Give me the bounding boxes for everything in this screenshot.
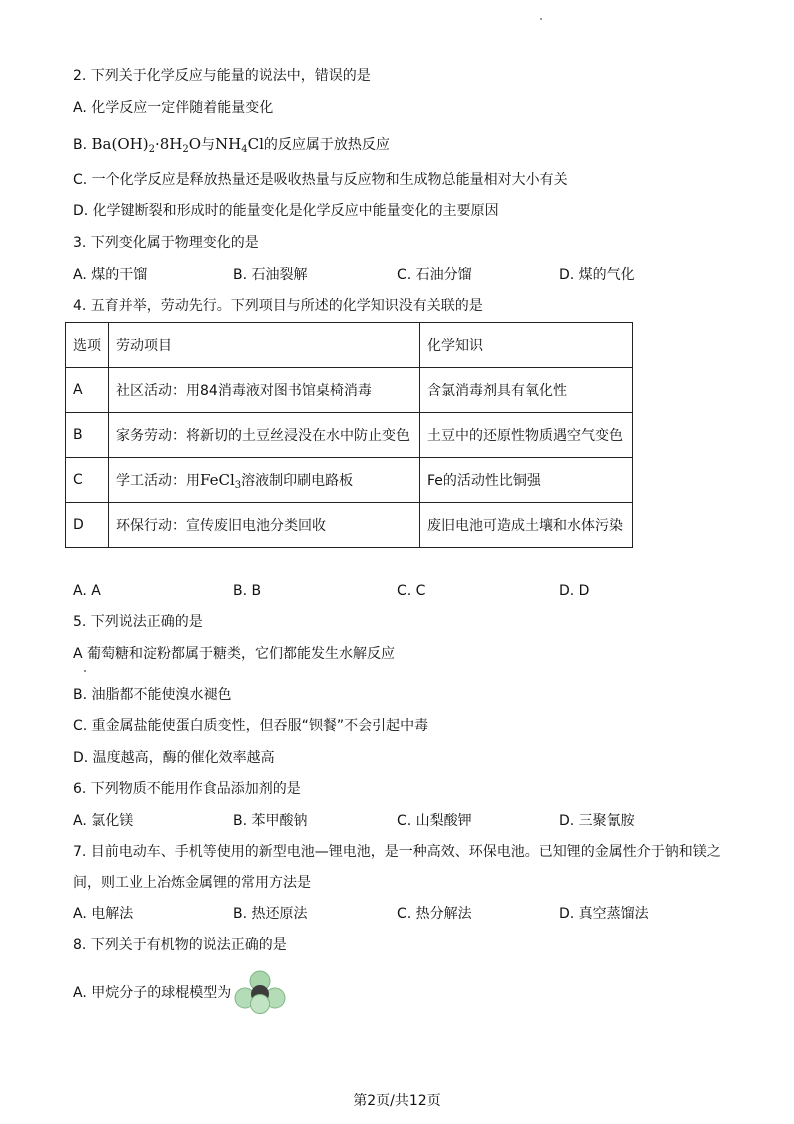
- q2-option-b: [73, 134, 390, 160]
- q4-stem: 4. 五育并举，劳动先行。下列项目与所述的化学知识没有关联的是: [73, 298, 483, 314]
- q2-option-d: D. 化学键断裂和形成时的能量变化是化学反应中能量变化的主要原因: [73, 203, 499, 219]
- q6-options: [73, 811, 713, 831]
- formula-subscript: 4: [241, 144, 248, 155]
- q4-option-b: B. B: [233, 583, 262, 599]
- q6-option-a: A. 氯化镁: [73, 813, 134, 829]
- table-header-cell: 化学知识: [420, 323, 633, 368]
- q5-option-a: A 葡萄糖和淀粉都属于糖类，它们都能发生水解反应: [73, 646, 396, 662]
- q7-option-b: B. 热还原法: [233, 906, 308, 922]
- table-cell: 环保行动：宣传废旧电池分类回收: [109, 503, 420, 548]
- formula-baoh2: [92, 135, 202, 153]
- table-row: [66, 368, 633, 413]
- q4-table: [65, 322, 633, 548]
- table-cell: 家务劳动：将新切的土豆丝浸没在水中防止变色: [109, 413, 420, 458]
- q4-option-d: D. D: [559, 583, 590, 599]
- table-cell: [109, 458, 420, 503]
- q6-option-c: C. 山梨酸钾: [397, 813, 472, 829]
- q7-options: [73, 904, 713, 924]
- table-cell: 土豆中的还原性物质遇空气变色: [420, 413, 633, 458]
- q2-option-a: A. 化学反应一定伴随着能量变化: [73, 100, 274, 116]
- q5-option-b: B. 油脂都不能使溴水褪色: [73, 687, 232, 703]
- formula-subscript: 2: [148, 144, 155, 155]
- q7-stem-line2: 间，则工业上冶炼金属锂的常用方法是: [73, 875, 311, 891]
- q3-option-b: B. 石油裂解: [233, 267, 308, 283]
- table-cell: 含氯消毒剂具有氧化性: [420, 368, 633, 413]
- q5-option-c: C. 重金属盐能使蛋白质变性，但吞服“钡餐”不会引起中毒: [73, 718, 429, 734]
- q4-option-a: A. A: [73, 583, 101, 599]
- table-cell: Fe的活动性比铜强: [420, 458, 633, 503]
- scan-speck: [540, 18, 542, 20]
- table-cell: A: [66, 368, 109, 413]
- scan-speck: [84, 670, 86, 672]
- methane-ball-model-icon: [233, 970, 287, 1014]
- formula-part: Ba(OH): [91, 135, 149, 153]
- table-cell: 社区活动：用84消毒液对图书馆桌椅消毒: [109, 368, 420, 413]
- q7-stem-line1: 7. 目前电动车、手机等使用的新型电池—锂电池，是一种高效、环保电池。已知锂的金属性介于钠和镁之: [73, 844, 721, 860]
- q2-option-b-suffix: 的反应属于放热反应: [263, 137, 390, 153]
- formula-subscript: 2: [182, 144, 189, 155]
- q6-stem: 6. 下列物质不能用作食品添加剂的是: [73, 781, 301, 797]
- formula-part: NH: [215, 135, 242, 153]
- q3-option-a: A. 煤的干馏: [73, 267, 148, 283]
- q6-option-b: B. 苯甲酸钠: [233, 813, 308, 829]
- q3-option-c: C. 石油分馏: [397, 267, 472, 283]
- table-header-row: [66, 323, 633, 368]
- q2-option-b-joiner: 与: [201, 137, 216, 153]
- formula-fecl3: [200, 471, 241, 489]
- q7-option-a: A. 电解法: [73, 906, 134, 922]
- table-cell: 废旧电池可造成土壤和水体污染: [420, 503, 633, 548]
- q3-options: [73, 265, 713, 285]
- q5-option-d: D. 温度越高，酶的催化效率越高: [73, 750, 275, 766]
- table-header-cell: 劳动项目: [109, 323, 420, 368]
- formula-nh4cl: [215, 135, 264, 153]
- formula-subscript: 3: [234, 479, 242, 491]
- formula-part: Cl: [247, 135, 264, 153]
- table-cell: C: [66, 458, 109, 503]
- q3-stem: 3. 下列变化属于物理变化的是: [73, 235, 259, 251]
- formula-part: FeCl: [200, 470, 235, 489]
- page-number-footer: 第2页/共12页: [353, 1093, 441, 1109]
- q6-option-d: D. 三聚氰胺: [559, 813, 635, 829]
- table-cell: B: [66, 413, 109, 458]
- table-row: [66, 458, 633, 503]
- q3-option-d: D. 煤的气化: [559, 267, 635, 283]
- q2-stem: 2. 下列关于化学反应与能量的说法中，错误的是: [73, 68, 371, 84]
- table-header-cell: 选项: [66, 323, 109, 368]
- table-row: [66, 503, 633, 548]
- table-cell-text: 溶液制印刷电路板: [241, 472, 354, 489]
- formula-part: ·8H: [154, 135, 183, 153]
- q8-option-a: A. 甲烷分子的球棍模型为: [73, 985, 232, 1001]
- q7-option-c: C. 热分解法: [397, 906, 472, 922]
- q2-option-b-label: B.: [73, 137, 92, 153]
- q8-stem: 8. 下列关于有机物的说法正确的是: [73, 937, 287, 953]
- q7-option-d: D. 真空蒸馏法: [559, 906, 649, 922]
- table-cell: D: [66, 503, 109, 548]
- q2-option-c: C. 一个化学反应是释放热量还是吸收热量与反应物和生成物总能量相对大小有关: [73, 172, 568, 188]
- q5-stem: 5. 下列说法正确的是: [73, 614, 203, 630]
- table-cell-text: 学工活动：用: [116, 472, 200, 489]
- q4-option-c: C. C: [397, 583, 426, 599]
- formula-part: O: [188, 135, 202, 153]
- table-row: [66, 413, 633, 458]
- q4-options: [73, 581, 713, 601]
